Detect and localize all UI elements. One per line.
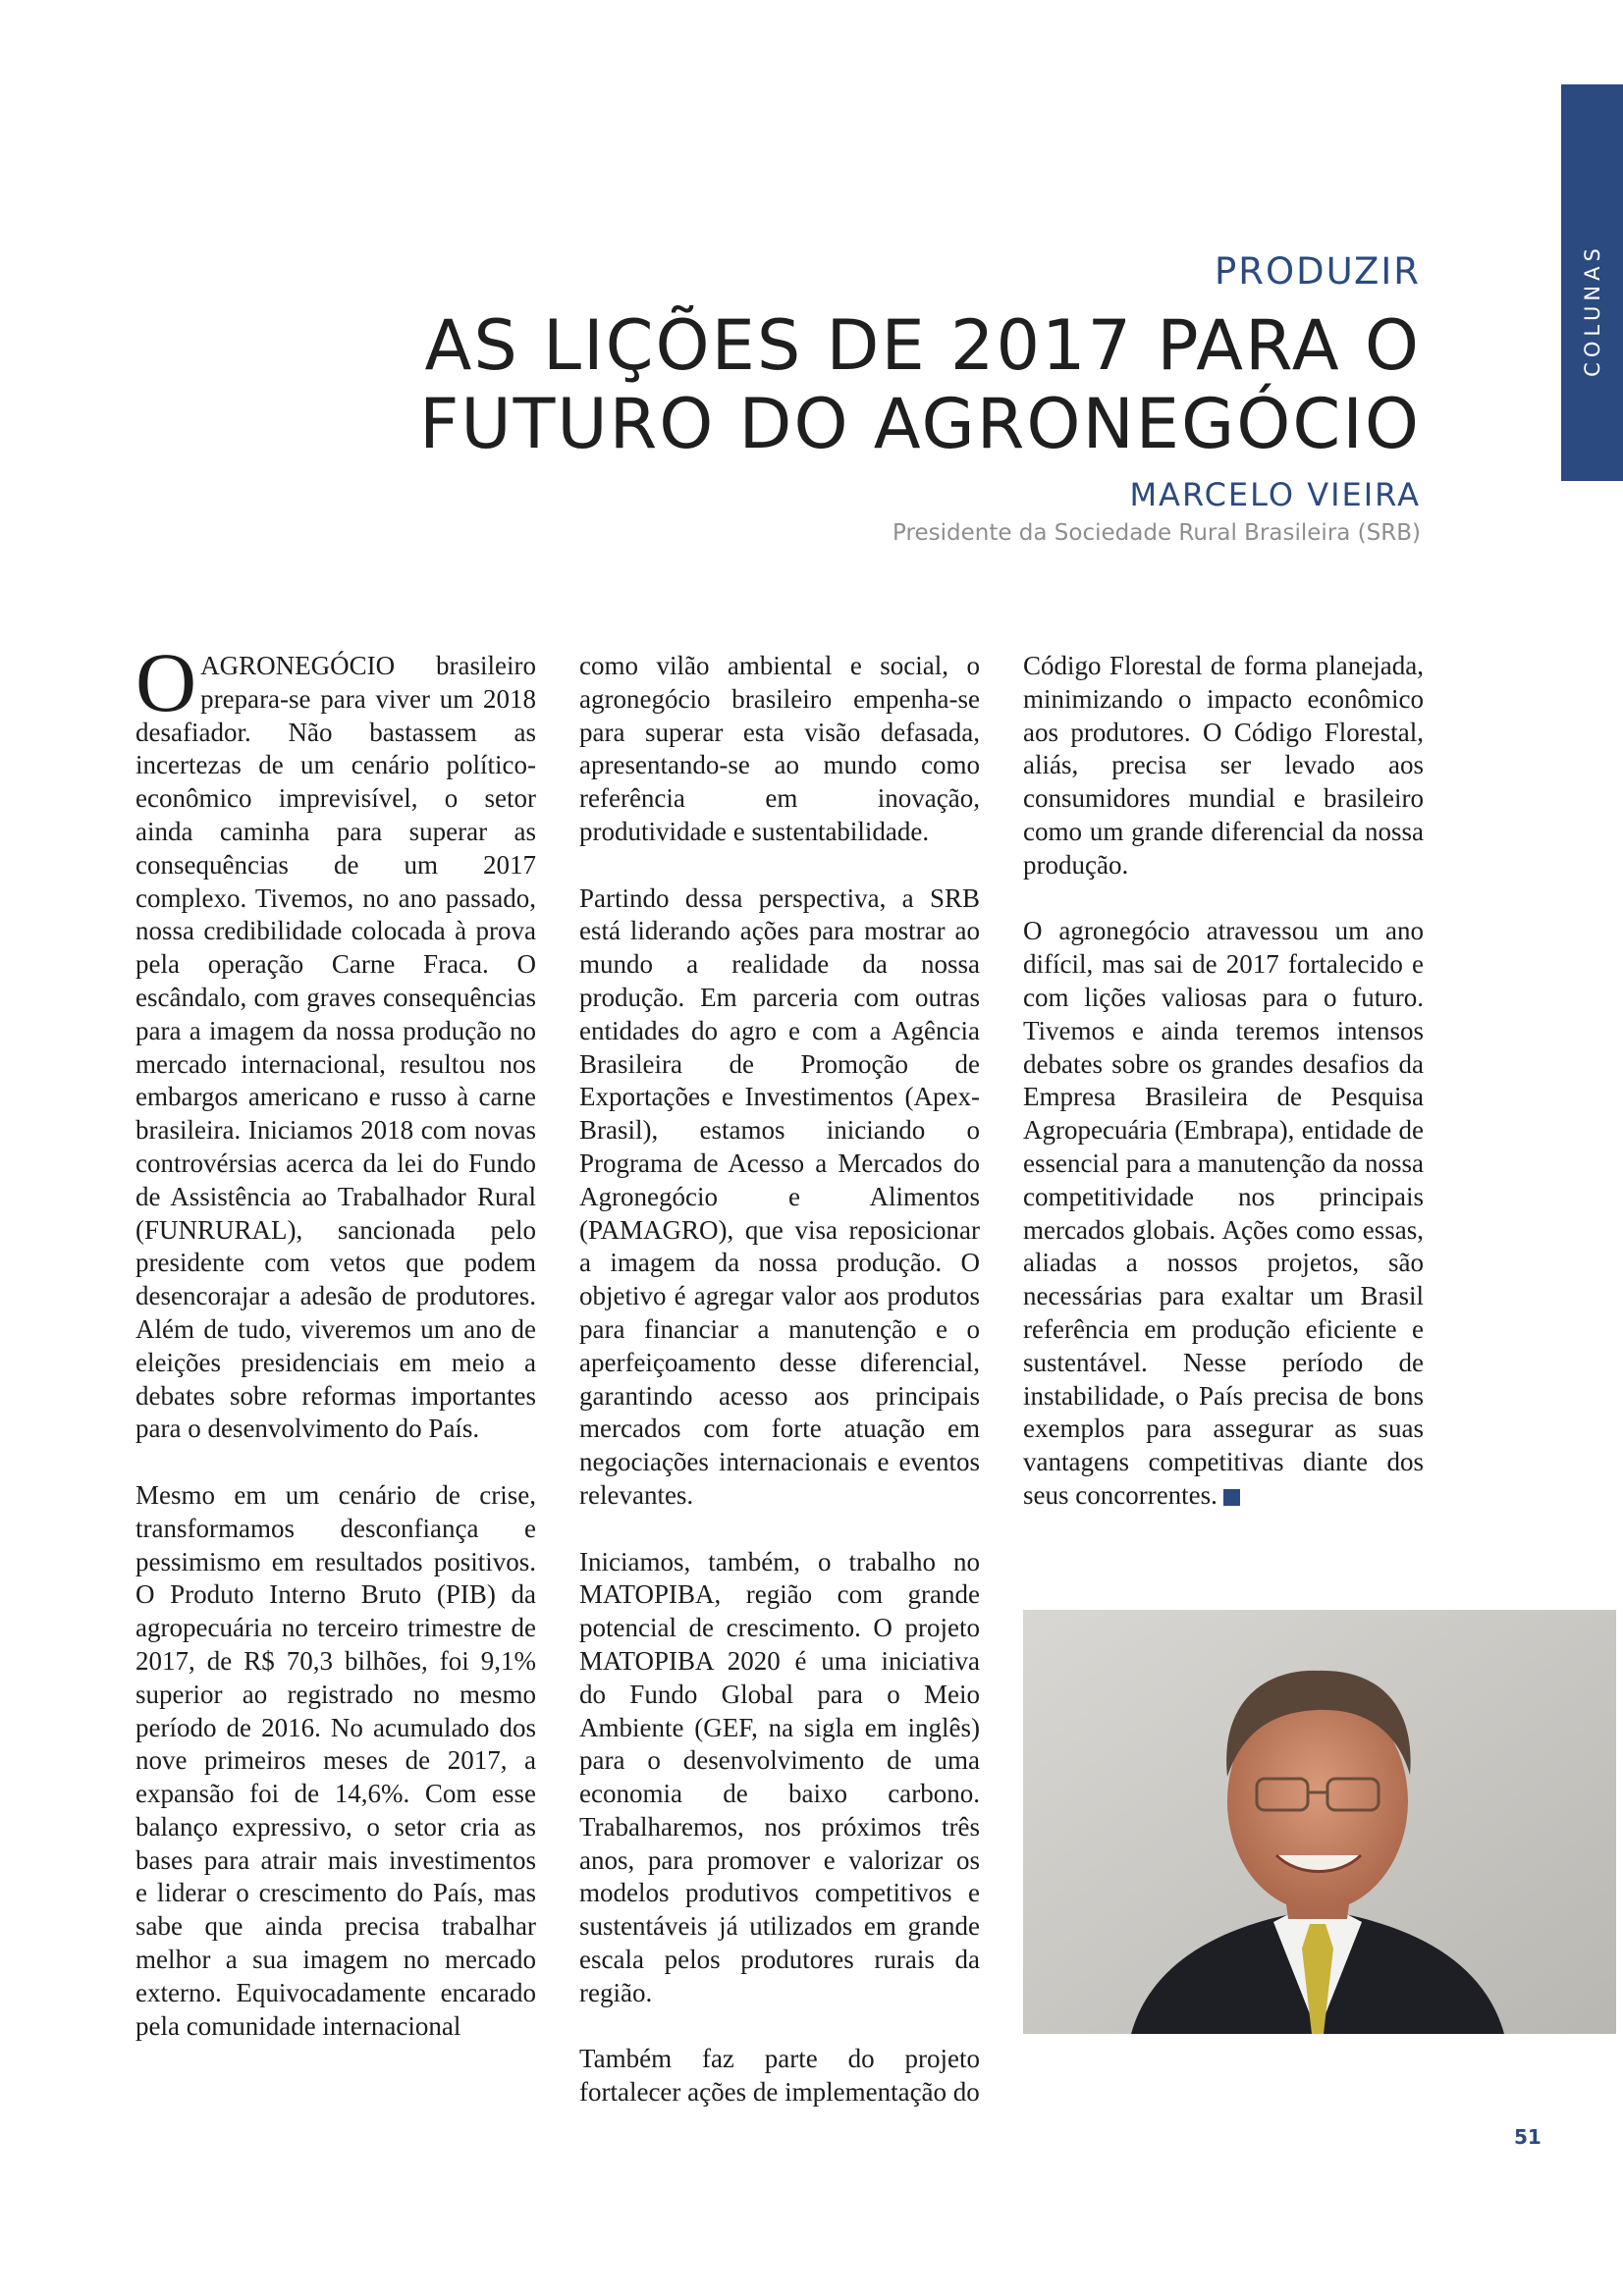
article-column-2	[579, 650, 980, 2143]
author-name: MARCELO VIEIRA	[1129, 476, 1421, 513]
article-headline	[203, 306, 1421, 463]
paragraph: como vilão ambiental e social, o agronegócio brasileiro empenha-se para superar esta visão defasada, apresentando-se ao mundo como referência em inovação, produtividade e sustentabilidade.	[579, 651, 980, 846]
paragraph-text: O agronegócio atravessou um ano difícil, mas sai de 2017 fortalecido e com lições valiosas para o futuro. Tivemos e ainda teremos intensos debates sobre os grandes desafios da Empresa Brasileira de Pesquisa Agropecuária (Embrapa), entidade de essencial para a manutenção da nossa competitividade nos principais mercados globais. Ações como essas, aliadas a nossos projetos, são necessárias para exaltar um Brasil referência em produção eficiente e sustentável. Nesse período de instabilidade, o País precisa de bons exemplos para assegurar as suas vantagens competitivas diante dos seus concorrentes.	[1023, 916, 1424, 1510]
section-tab-label: COLUNAS	[1580, 243, 1604, 377]
drop-cap: O	[135, 635, 197, 729]
author-role: Presidente da Sociedade Rural Brasileira (SRB)	[893, 520, 1421, 546]
paragraph	[135, 635, 536, 1446]
paragraph: Mesmo em um cenário de crise, transformamos desconfiança e pessimismo em resultados positivos. O Produto Interno Bruto (PIB) da agropecuária no terceiro trimestre de 2017, de R$ 70,3 bilhões, foi 9,1% superior ao registrado no mesmo período de 2016. No acumulado dos nove primeiros meses de 2017, a expansão foi de 14,6%. Com esse balanço expressivo, o setor cria as bases para atrair mais investimentos e liderar o crescimento do País, mas sabe que ainda precisa trabalhar melhor a sua imagem no mercado externo. Equivocadamente encarado pela comunidade internacional	[135, 1479, 536, 2041]
section-tab	[1561, 84, 1623, 481]
end-of-article-mark	[1223, 1489, 1240, 1506]
article-header	[203, 247, 1421, 548]
article-column-3	[1023, 650, 1424, 1546]
paragraph: Partindo dessa perspectiva, a SRB está liderando ações para mostrar ao mundo a realidade da nossa produção. Em parceria com outras entidades do agro e com a Agência Brasileira de Promoção de Exportações e Investimentos (Apex-Brasil), estamos iniciando o Programa de Acesso a Mercados do Agronegócio e Alimentos (PAMAGRO), que visa reposicionar a imagem da nossa produção. O objetivo é agregar valor aos produtos para financiar a manutenção e o aperfeiçoamento desse diferencial, garantindo acesso aos principais mercados com forte atuação em negociações internacionais e eventos relevantes.	[579, 882, 980, 1510]
page-number: 51	[1514, 2125, 1542, 2149]
author-photo	[1023, 1610, 1616, 2034]
paragraph: Também faz parte do projeto fortalecer ações de implementação do	[579, 2044, 980, 2108]
headline-line-1: AS LIÇÕES DE 2017 PARA O	[424, 305, 1421, 386]
paragraph	[1023, 915, 1424, 1512]
paragraph: Código Florestal de forma planejada, minimizando o impacto econômico aos produtores. O Código Florestal, aliás, precisa ser levado aos consumidores mundial e brasileiro como um grande diferencial da nossa produção.	[1023, 651, 1424, 880]
article-column-1	[135, 635, 536, 2076]
paragraph: Iniciamos, também, o trabalho no MATOPIBA, região com grande potencial de crescimento. O projeto MATOPIBA 2020 é uma iniciativa do Fundo Global para o Meio Ambiente (GEF, na sigla em inglês) para o desenvolvimento de uma economia de baixo carbono. Trabalharemos, nos próximos três anos, para promover e valorizar os modelos produtivos competitivos e sustentáveis já utilizados em grande escala pelos produtores rurais da região.	[579, 1546, 980, 2007]
section-kicker: PRODUZIR	[1214, 250, 1421, 293]
paragraph-text: AGRONEGÓCIO brasileiro prepara-se para viver um 2018 desafiador. Não bastassem as incertezas de um cenário político-econômico imprevisível, o setor ainda caminha para superar as consequências de um 2017 complexo. Tivemos, no ano passado, nossa credibilidade colocada à prova pela operação Carne Fraca. O escândalo, com graves consequências para a imagem da nossa produção no mercado internacional, resultou nos embargos americano e russo à carne brasileira. Iniciamos 2018 com novas controvérsias acerca da lei do Fundo de Assistência ao Trabalhador Rural (FUNRURAL), sancionada pelo presidente com vetos que podem desencorajar a adesão de produtores. Além de tudo, viveremos um ano de eleições presidenciais em meio a debates sobre reformas importantes para o desenvolvimento do País.	[135, 651, 536, 1444]
headline-line-2: FUTURO DO AGRONEGÓCIO	[419, 384, 1421, 464]
